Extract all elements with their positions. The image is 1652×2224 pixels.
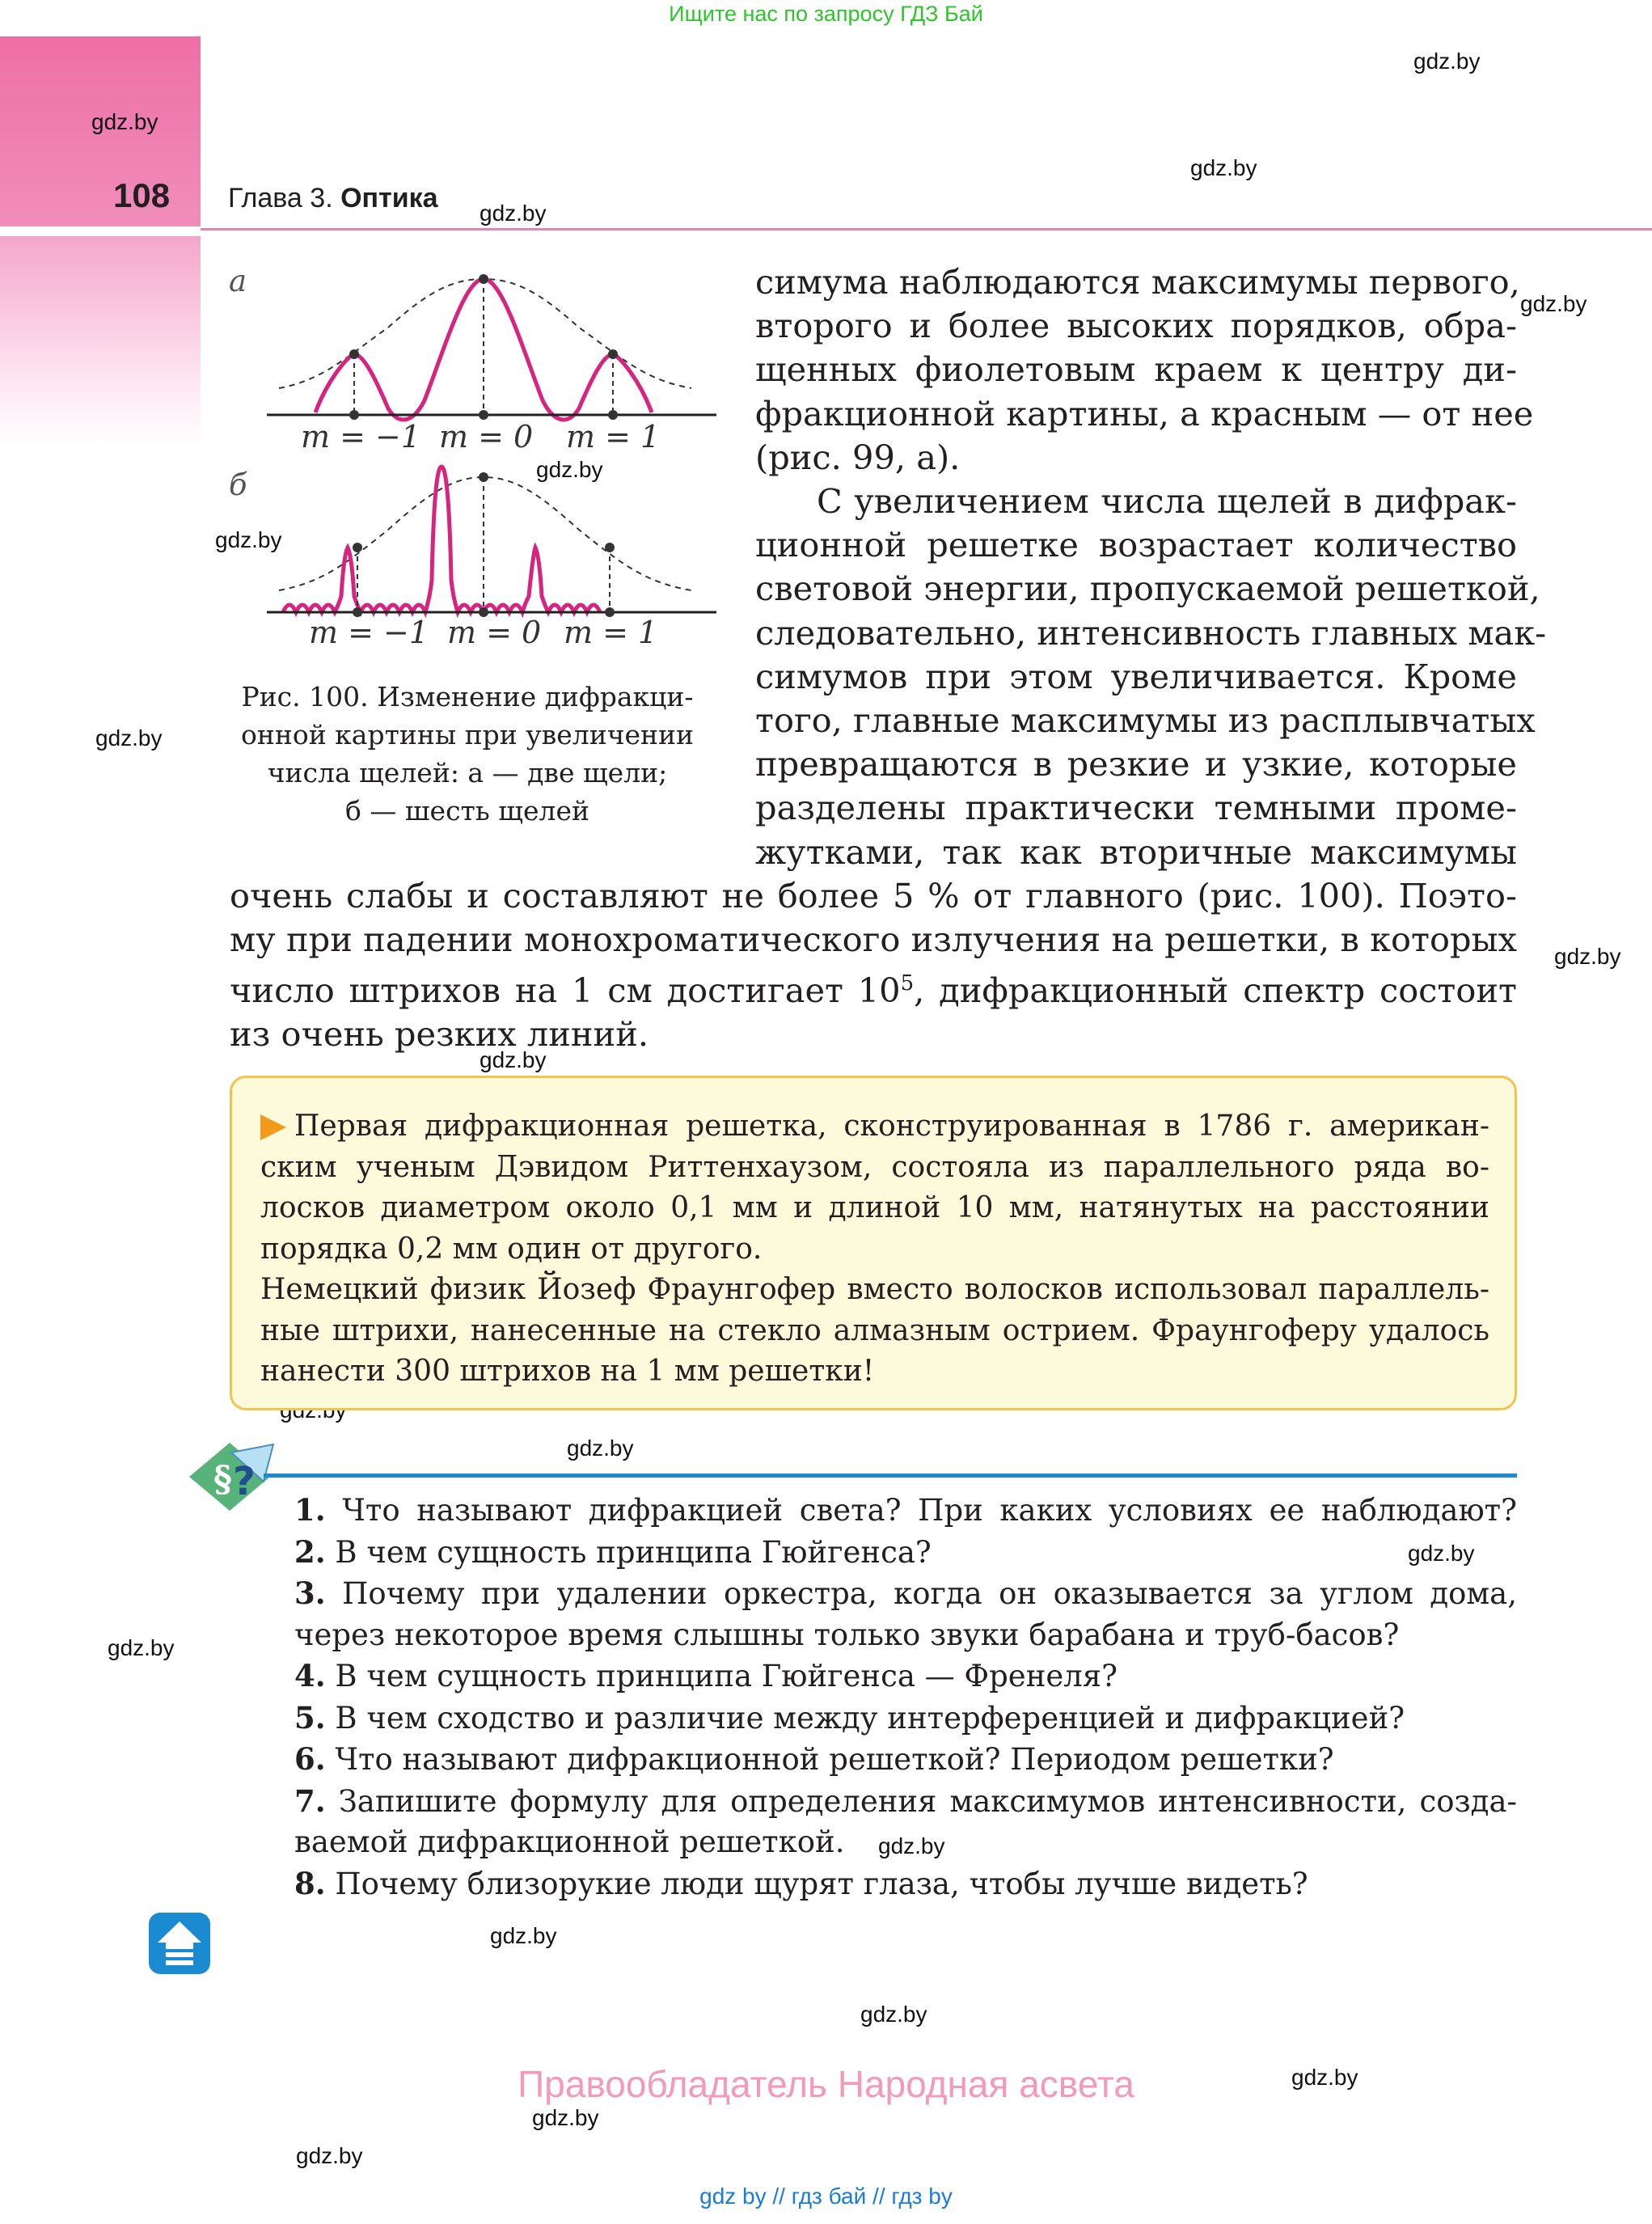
chapter-prefix: Глава 3. — [228, 183, 333, 214]
panel-b — [267, 467, 716, 617]
fact-line: ные штрихи, нанесенные на стекло алмазным острием. Фраунгоферу удалось — [260, 1313, 1489, 1347]
peak-dot — [349, 349, 359, 359]
page-number: 108 — [113, 176, 171, 214]
watermark: gdz.by — [91, 109, 158, 134]
watermark: gdz.by — [1413, 49, 1481, 74]
order-label-minus-b: m = −1 — [309, 615, 429, 650]
peak-dot — [479, 472, 488, 482]
panel-a — [267, 274, 716, 420]
page-tab-fade — [0, 236, 201, 446]
watermark: gdz.by — [215, 527, 282, 552]
order-label-zero-b: m = 0 — [447, 615, 542, 650]
body-line: того, главные максимумы из расплывчатых — [755, 700, 1536, 741]
body-line: превращаются в резкие и узкие, которые — [755, 744, 1517, 784]
body-line: симума наблюдаются максимумы первого, — [755, 262, 1520, 302]
caption-line: б — шесть щелей — [345, 795, 589, 827]
question-item: 2. В чем сущность принципа Гюйгенса? — [294, 1533, 932, 1570]
body-line: второго и более высоких порядков, обра- — [755, 306, 1517, 346]
body-line: (рис. 99, а). — [755, 437, 961, 477]
order-label-plus-a: m = 1 — [566, 419, 661, 455]
watermark: gdz.by — [1554, 944, 1621, 969]
fact-line: нанести 300 штрихов на 1 мм решетки! — [260, 1355, 875, 1388]
peak-dot — [479, 274, 488, 284]
caption-line: числа щелей: а — две щели; — [267, 757, 668, 789]
watermark: gdz.by — [1291, 2065, 1358, 2090]
body-line: следовательно, интенсивность главных мак- — [755, 612, 1547, 653]
questions-rule — [264, 1474, 1517, 1478]
figure-label-b: б — [229, 467, 247, 502]
body-line: щенных фиолетовым краем к центру ди- — [755, 349, 1517, 390]
question-item: 4. В чем сущность принципа Гюйгенса — Френеля? — [294, 1658, 1118, 1693]
question-item: 5. В чем сходство и различие между интерференцией и дифракцией? — [294, 1699, 1405, 1736]
watermark: gdz.by — [1520, 291, 1587, 316]
fact-text — [260, 1106, 1489, 1393]
envelope-b — [279, 477, 691, 590]
peak-dot — [605, 543, 615, 552]
caption-line: онной картины при увеличении — [240, 719, 695, 750]
footer-links[interactable]: gdz by // гдз бай // гдз by — [699, 2184, 953, 2209]
watermark: gdz.by — [296, 2143, 363, 2168]
fact-line: порядка 0,2 мм один от другого. — [260, 1232, 763, 1266]
fact-line: ским ученым Дэвидом Риттенхаузом, состояла из параллельного ряда во- — [260, 1150, 1489, 1184]
body-line: фракционной картины, а красным — от нее — [755, 393, 1534, 433]
body-line: жутками, так как вторичные максимумы — [755, 831, 1517, 872]
question-item-continued: через некоторое время слышны только звуки барабана и труб-басов? — [294, 1617, 1400, 1652]
body-line: из очень резких линий. — [230, 1014, 649, 1055]
body-full-width — [230, 874, 1517, 1057]
order-label-zero-a: m = 0 — [439, 419, 534, 455]
question-item: 3. Почему при удалении оркестра, когда он оказывается за углом дома, — [294, 1575, 1517, 1611]
watermark: gdz.by — [95, 725, 163, 750]
watermark: gdz.by — [567, 1435, 634, 1461]
watermark: gdz.by — [1190, 155, 1257, 180]
body-line: симумов при этом увеличивается. Кроме — [755, 656, 1517, 696]
chapter-title — [228, 183, 438, 214]
watermark: gdz.by — [536, 457, 603, 482]
watermark: gdz.by — [532, 2105, 599, 2130]
body-line-with-power — [230, 962, 1517, 1013]
watermark: gdz.by — [1408, 1541, 1475, 1566]
watermark: gdz.by — [878, 1833, 945, 1858]
body-line: световой энергии, пропускаемой решеткой, — [755, 569, 1540, 609]
svg-text:§: § — [213, 1459, 233, 1500]
fact-line: лосков диаметром около 0,1 мм и длиной 10 мм, натянутых на расстоянии — [260, 1191, 1489, 1224]
question-item: 7. Запишите формулу для определения максимумов интенсивности, созда- — [294, 1782, 1518, 1819]
order-label-minus-a: m = −1 — [301, 419, 421, 455]
peak-dot — [353, 543, 362, 552]
body-line: му при падении монохроматического излучения на решетки, в которых — [230, 920, 1517, 960]
body-right-column — [755, 260, 1547, 874]
power-exponent: 5 — [900, 971, 915, 996]
order-label-plus-b: m = 1 — [564, 615, 658, 650]
figure-caption — [217, 678, 718, 830]
top-search-note: Ищите нас по запросу ГДЗ Бай — [669, 2, 983, 26]
watermark: gdz.by — [860, 2002, 927, 2027]
svg-text:?: ? — [233, 1459, 256, 1504]
body-line: ционной решетке возрастает количество — [755, 525, 1517, 565]
question-item: 6. Что называют дифракционной решеткой? Периодом решетки? — [294, 1741, 1334, 1777]
power-text-before: число штрихов на 1 см достигает 10 — [230, 970, 901, 1011]
peak-dot — [608, 349, 618, 359]
body-line: разделены практически темными проме- — [755, 788, 1517, 828]
fact-line: Первая дифракционная решетка, сконструированная в 1786 г. американ- — [294, 1110, 1489, 1143]
fact-line: Немецкий физик Йозеф Фраунгофер вместо волосков использовал параллель- — [260, 1273, 1489, 1306]
question-item: 1. Что называют дифракцией света? При каких условиях ее наблюдают? — [294, 1492, 1517, 1528]
body-line: С увеличением числа щелей в дифрак- — [817, 481, 1517, 522]
questions-list — [294, 1490, 1517, 1905]
caption-line: Рис. 100. Изменение дифракци- — [241, 681, 694, 712]
body-line: очень слабы и составляют не более 5 % от главного (рис. 100). Поэто- — [230, 876, 1517, 915]
home-up-icon[interactable] — [148, 1912, 211, 1975]
watermark: gdz.by — [480, 201, 547, 226]
header-rule — [201, 228, 1652, 230]
rights-holder: Правообладатель Народная асвета — [518, 2063, 1134, 2105]
question-item-continued: ваемой дифракционной решеткой. — [294, 1824, 845, 1859]
figure-label-a: а — [229, 264, 247, 298]
watermark: gdz.by — [108, 1635, 175, 1660]
chapter-name: Оптика — [340, 183, 438, 214]
question-item: 8. Почему близорукие люди щурят глаза, чтобы лучше видеть? — [294, 1865, 1308, 1901]
power-text-after: , дифракционный спектр состоит — [914, 970, 1517, 1011]
watermark: gdz.by — [480, 1047, 547, 1072]
watermark: gdz.by — [490, 1923, 557, 1948]
